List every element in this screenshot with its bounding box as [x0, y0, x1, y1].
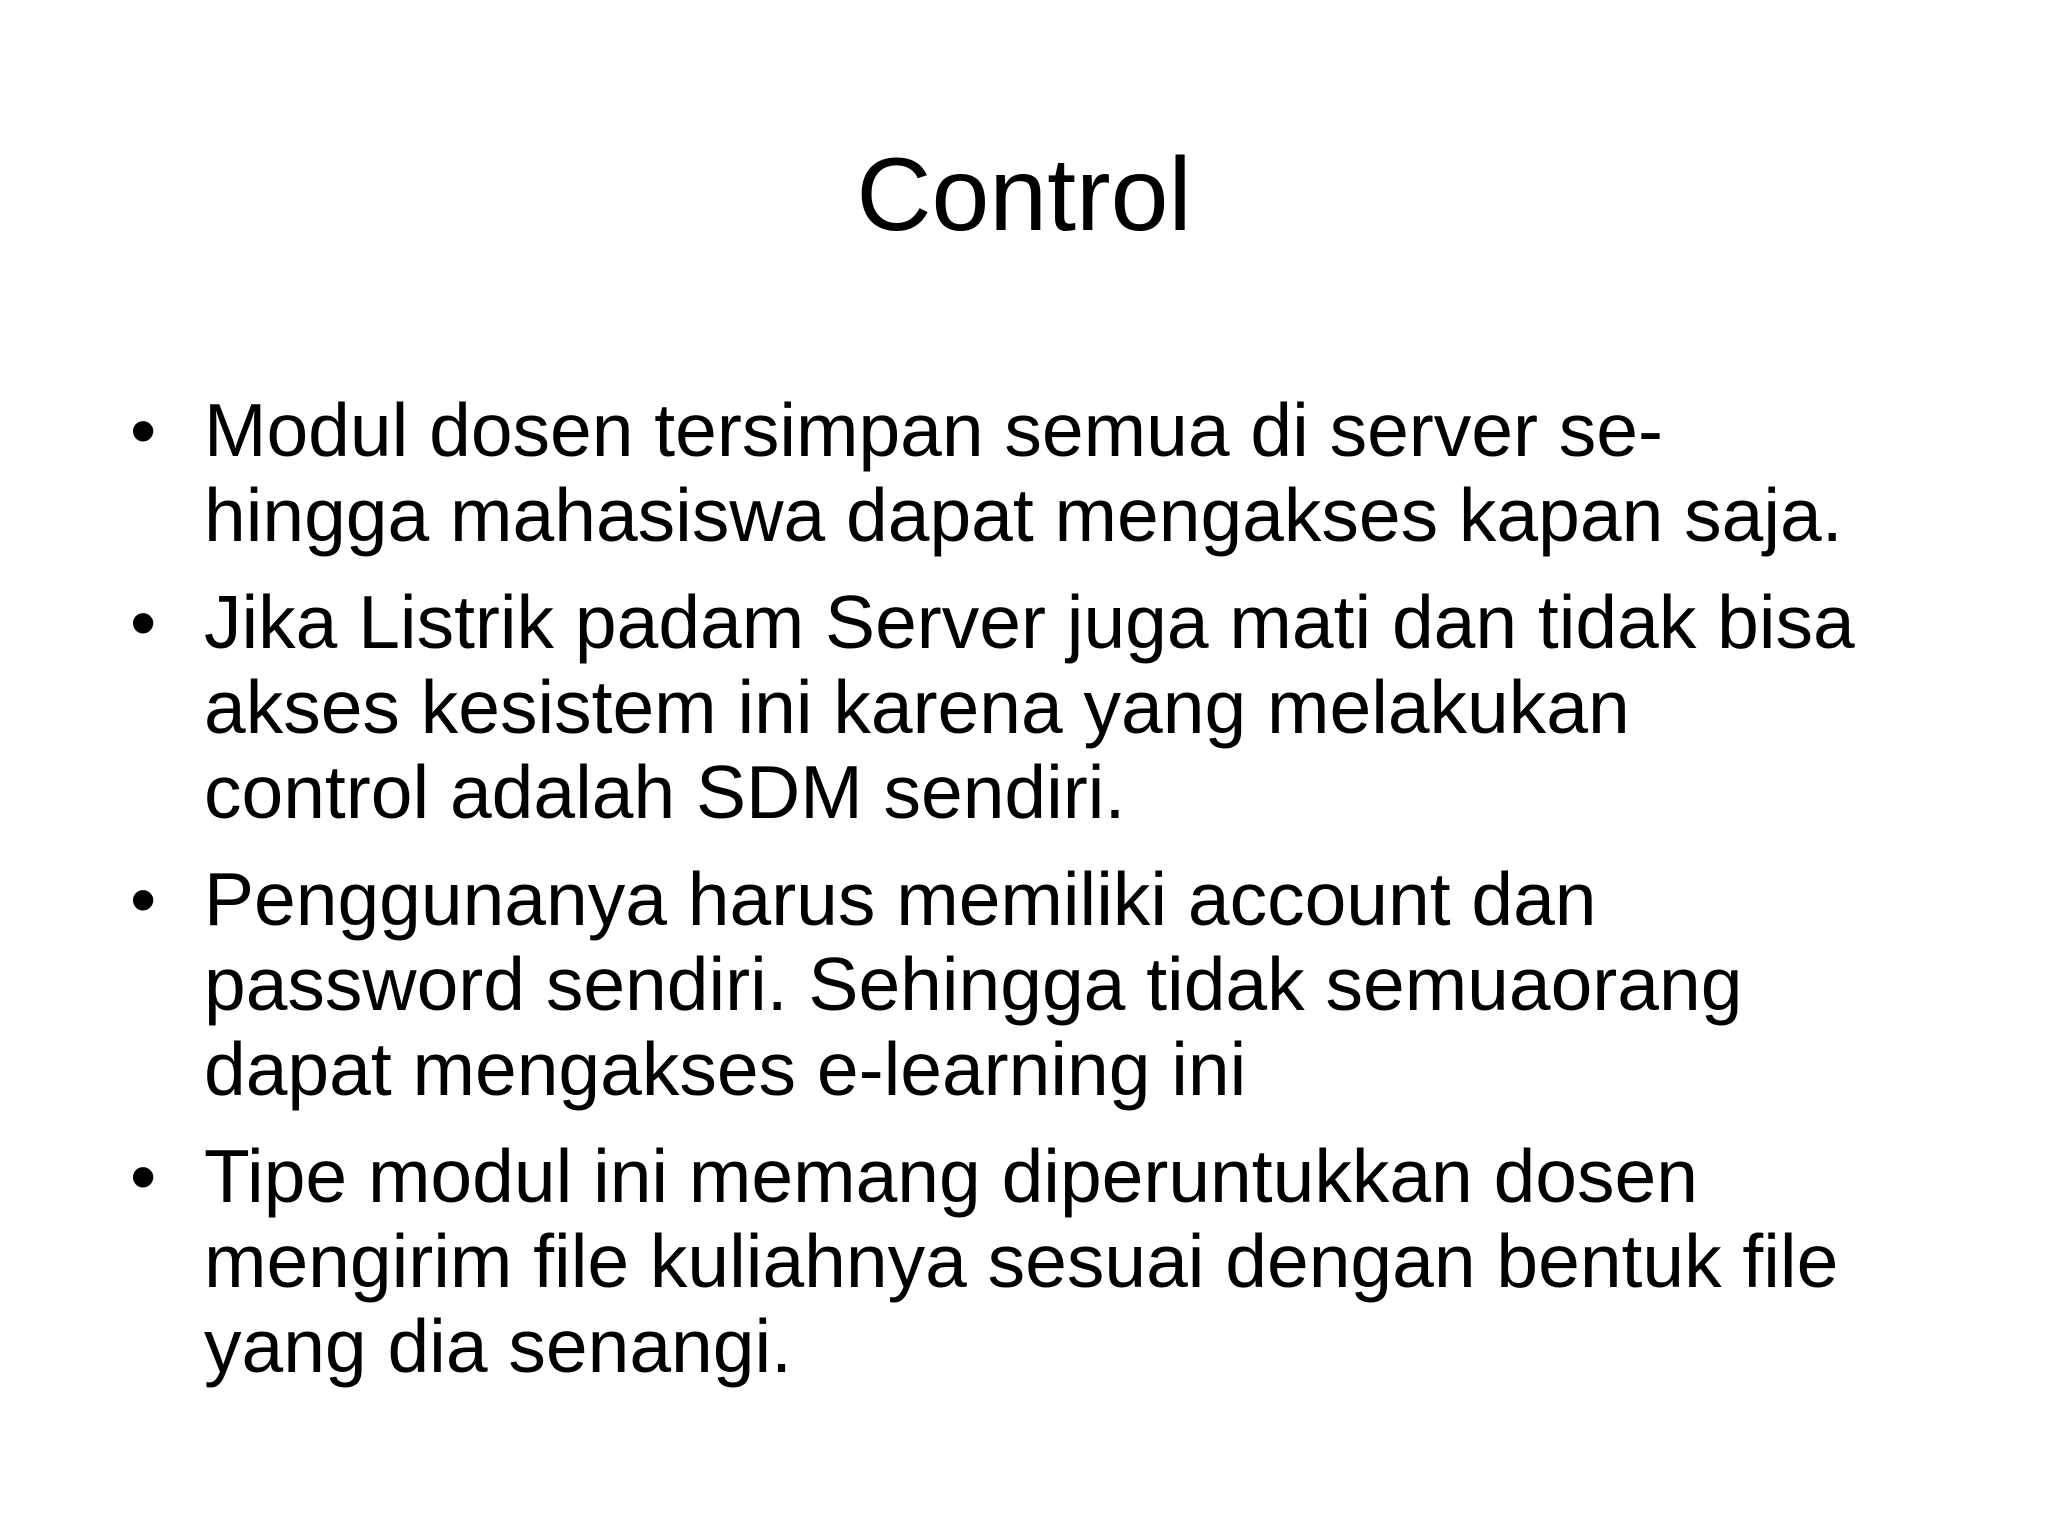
bullet-text-line: Modul dosen tersimpan semua di server se- — [204, 388, 1663, 472]
slide-title: Control — [856, 137, 1192, 253]
bullet-item — [120, 580, 1980, 835]
bullet-icon: • — [130, 580, 157, 664]
bullet-text-line: mengirim file kuliahnya sesuai dengan bentuk file — [204, 1219, 1839, 1303]
bullet-list — [120, 388, 1980, 1411]
bullet-text-line: Jika Listrik padam Server juga mati dan tidak bisa — [204, 580, 1855, 664]
bullet-icon: • — [130, 388, 157, 472]
bullet-text-line: Penggunanya harus memiliki account dan — [204, 857, 1597, 941]
bullet-icon: • — [130, 1134, 157, 1218]
bullet-item — [120, 1134, 1980, 1389]
bullet-item — [120, 857, 1980, 1112]
bullet-text-line: control adalah SDM sendiri. — [204, 750, 1126, 834]
bullet-item — [120, 388, 1980, 558]
bullet-text-line: dapat mengakses e-learning ini — [204, 1027, 1247, 1111]
bullet-text-line: yang dia senangi. — [204, 1304, 792, 1388]
bullet-text-line: hingga mahasiswa dapat mengakses kapan saja. — [204, 473, 1843, 557]
bullet-text-line: Tipe modul ini memang diperuntukkan dosen — [204, 1134, 1698, 1218]
bullet-text-line: password sendiri. Sehingga tidak semuaorang — [204, 942, 1743, 1026]
bullet-icon: • — [130, 857, 157, 941]
bullet-text-line: akses kesistem ini karena yang melakukan — [204, 665, 1630, 749]
